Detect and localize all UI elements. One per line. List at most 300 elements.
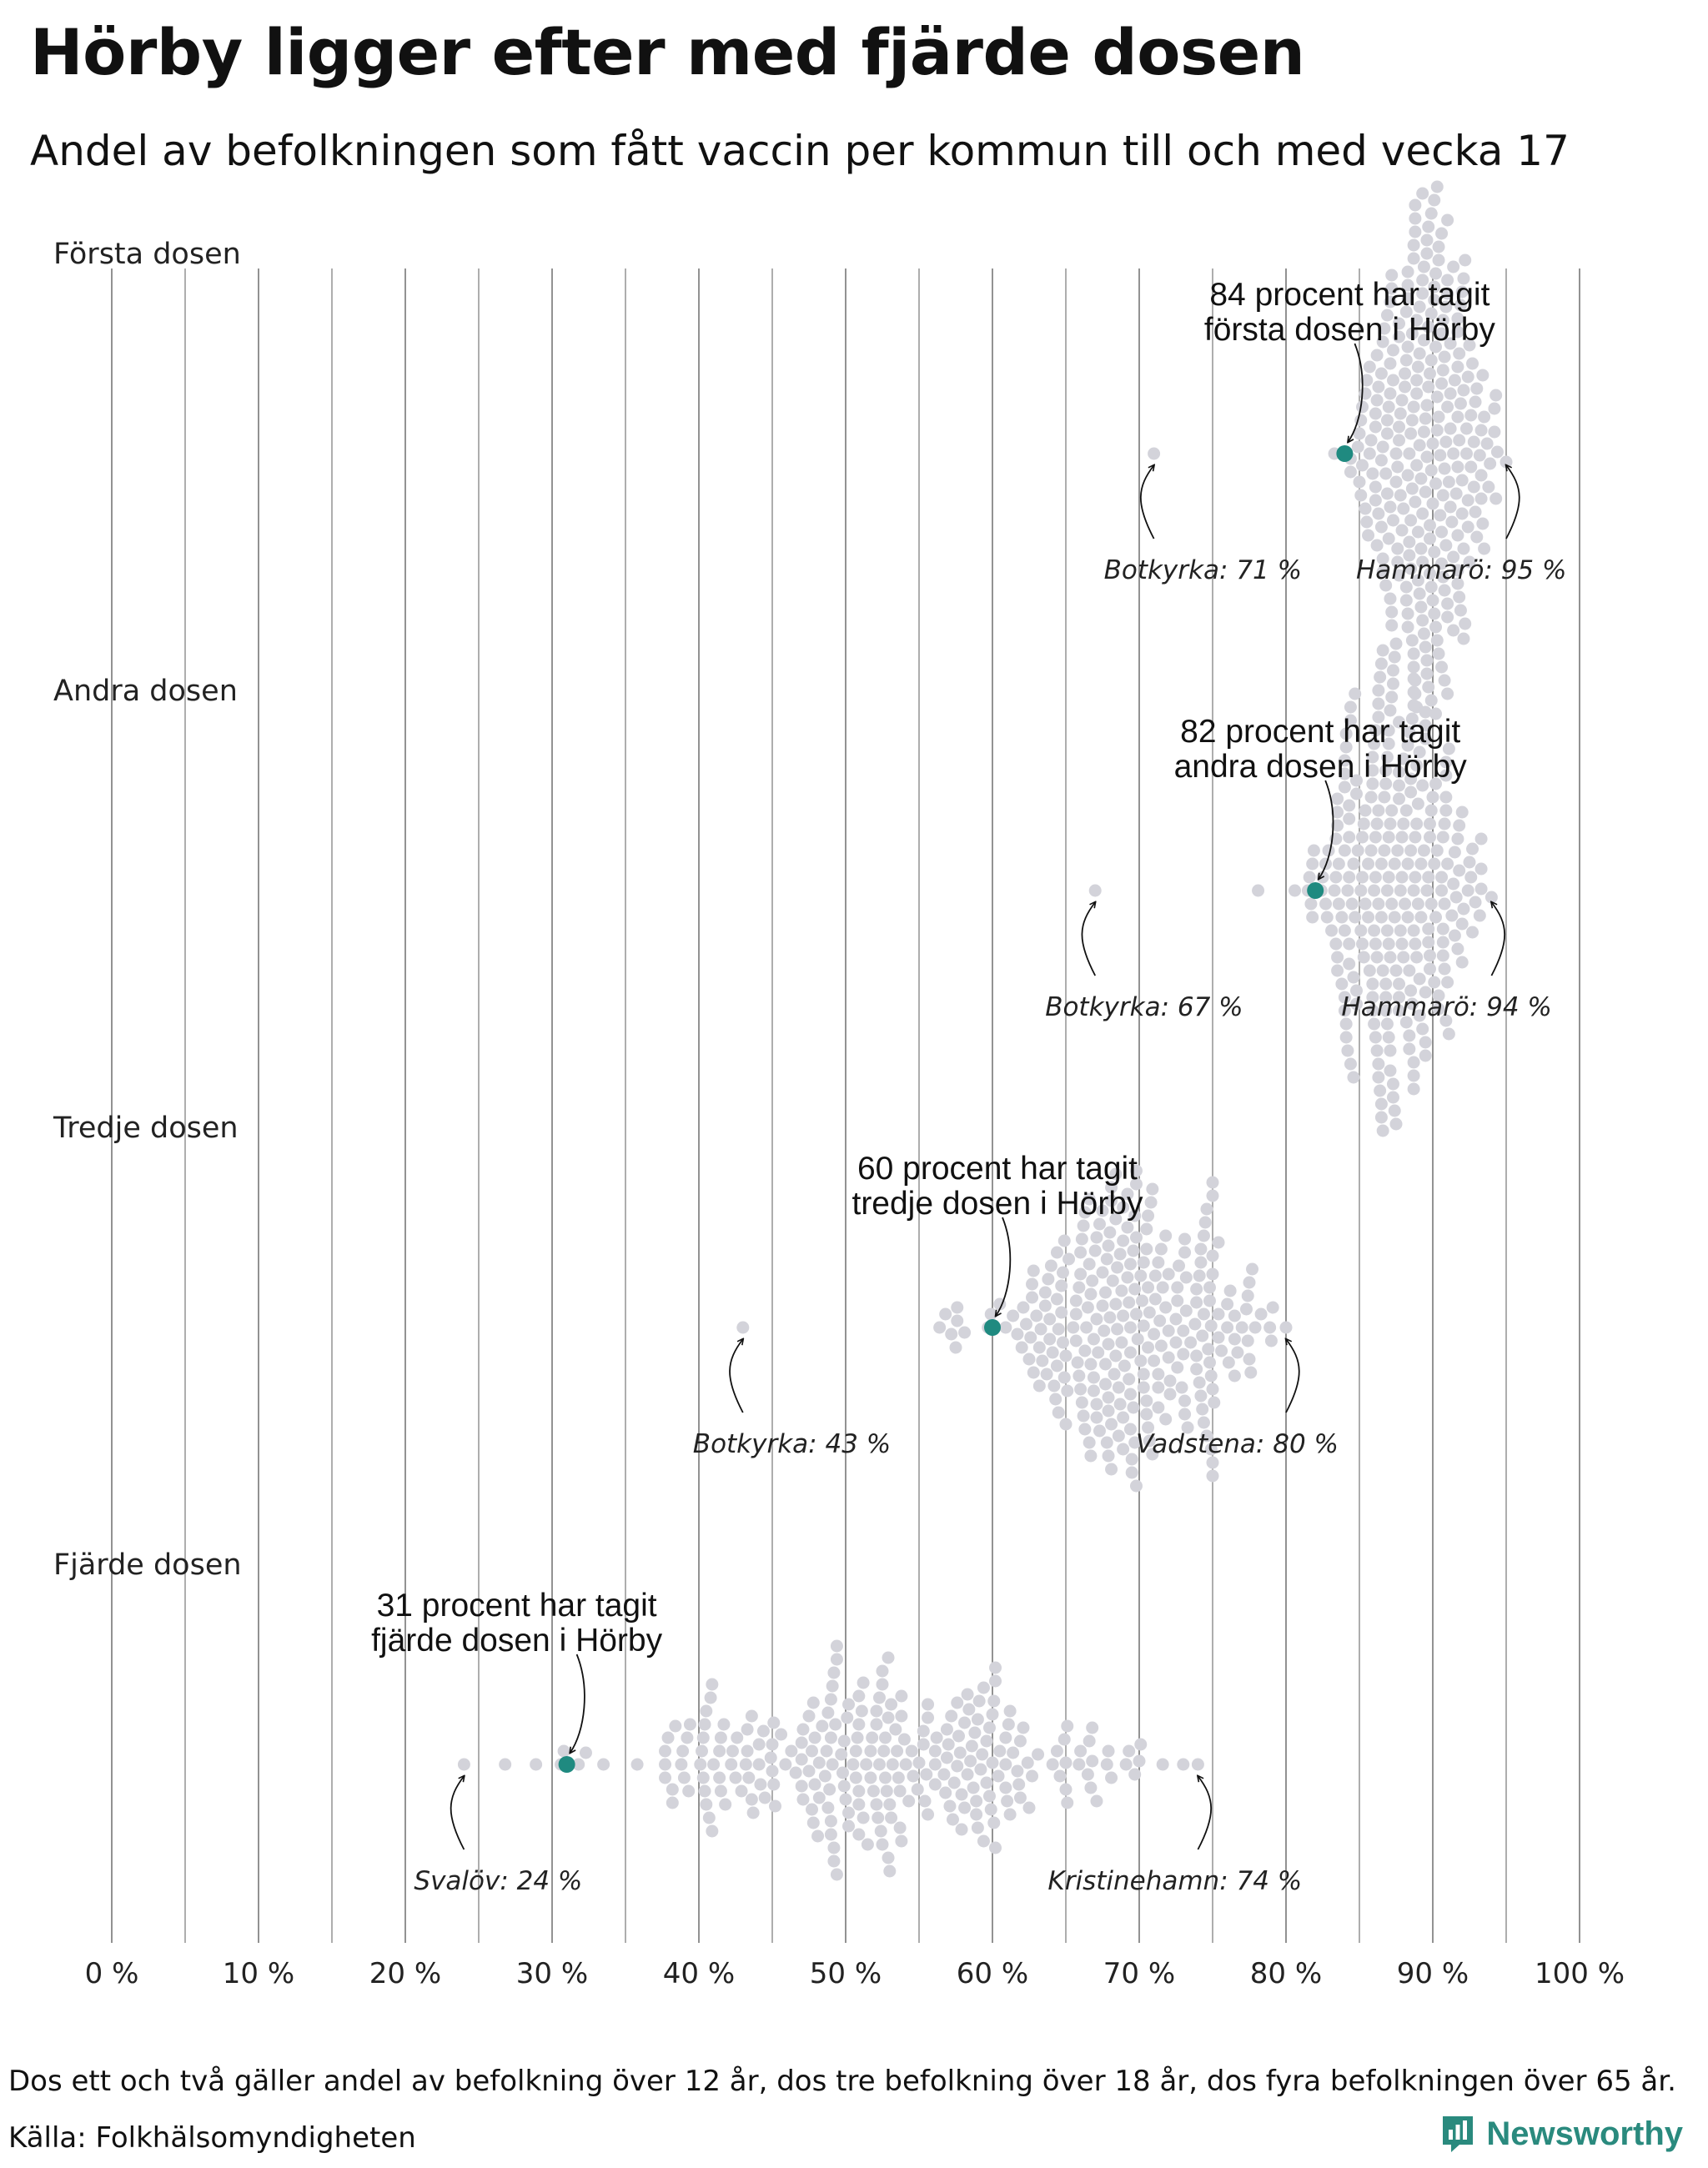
municipality-dot [1198, 1308, 1210, 1321]
municipality-dot [1418, 845, 1430, 857]
municipality-dot [1435, 661, 1448, 674]
min-label: Botkyrka: 71 % [1103, 555, 1303, 585]
municipality-dot [1368, 925, 1380, 937]
municipality-dot [1420, 234, 1433, 247]
municipality-dot [1053, 1770, 1066, 1783]
municipality-dot [1343, 958, 1355, 971]
municipality-dot [1414, 473, 1427, 485]
municipality-dot [757, 1725, 770, 1738]
municipality-dot [970, 1809, 982, 1821]
municipality-dot [962, 1769, 974, 1781]
municipality-dot [852, 1799, 865, 1811]
municipality-dot [1142, 1282, 1154, 1294]
municipality-dot [1170, 1337, 1183, 1349]
municipality-dot [1378, 845, 1390, 857]
municipality-dot [1072, 1357, 1084, 1369]
municipality-dot [1146, 1183, 1158, 1196]
municipality-dot [1397, 951, 1409, 964]
municipality-dot [1215, 1345, 1228, 1358]
municipality-dot [1073, 1282, 1085, 1294]
municipality-dot [1428, 608, 1440, 620]
municipality-dot [1424, 368, 1436, 380]
municipality-dot [1093, 1425, 1106, 1438]
municipality-dot [1001, 1795, 1013, 1808]
municipality-dot [1356, 871, 1369, 884]
municipality-dot [1196, 1403, 1208, 1416]
municipality-dot [922, 1809, 934, 1821]
municipality-dot [1016, 1342, 1028, 1354]
municipality-dot [1437, 923, 1449, 936]
municipality-dot [954, 1747, 967, 1759]
municipality-dot [1451, 529, 1464, 542]
municipality-dot [1055, 1280, 1068, 1292]
municipality-dot [1387, 1092, 1399, 1104]
municipality-dot [1404, 845, 1417, 857]
municipality-dot [1178, 1395, 1191, 1408]
annotation-line: fjärde dosen i Hörby [371, 1623, 663, 1659]
municipality-dot [1384, 501, 1396, 514]
municipality-dot [1418, 628, 1430, 640]
municipality-dot [1140, 1243, 1153, 1256]
municipality-dot [779, 1759, 791, 1771]
municipality-dot [1236, 1322, 1248, 1334]
municipality-dot [1163, 1268, 1175, 1281]
municipality-dot [1397, 503, 1409, 515]
municipality-dot [681, 1732, 693, 1744]
municipality-dot [1418, 261, 1430, 274]
municipality-dot [1138, 1368, 1150, 1381]
municipality-dot [597, 1759, 610, 1771]
municipality-dot [1399, 381, 1411, 394]
municipality-dot [1004, 1705, 1017, 1718]
municipality-dot [669, 1720, 681, 1733]
municipality-dot [1451, 461, 1464, 474]
municipality-dot [827, 1842, 840, 1854]
municipality-dot [838, 1735, 851, 1748]
municipality-dot [877, 1839, 889, 1851]
municipality-dot [941, 1752, 953, 1764]
municipality-dot [713, 1772, 726, 1784]
municipality-dot [675, 1759, 687, 1771]
municipality-dot [1321, 911, 1334, 924]
municipality-dot [1414, 543, 1427, 555]
municipality-dot [1424, 533, 1436, 545]
municipality-dot [1089, 1245, 1102, 1257]
min-arrow [730, 1339, 743, 1413]
municipality-dot [1088, 1333, 1100, 1346]
municipality-dot [1178, 1408, 1191, 1421]
municipality-dot [1058, 1734, 1071, 1746]
municipality-dot [1252, 885, 1264, 897]
municipality-dot [1396, 831, 1409, 844]
municipality-dot [1414, 439, 1426, 452]
municipality-dot [1451, 943, 1464, 956]
municipality-dot [1356, 938, 1369, 951]
municipality-dot [1369, 871, 1382, 884]
municipality-dot [877, 1679, 889, 1691]
municipality-dot [1017, 1302, 1029, 1314]
municipality-dot [1193, 1377, 1206, 1389]
municipality-dot [999, 1759, 1012, 1771]
municipality-dot [883, 1865, 896, 1878]
municipality-dot [1422, 871, 1434, 884]
municipality-dot [1403, 965, 1415, 977]
municipality-dot [530, 1759, 542, 1771]
municipality-dot [860, 1759, 872, 1771]
municipality-dot [1333, 858, 1345, 871]
municipality-dot [1352, 845, 1364, 857]
municipality-dot [879, 1772, 892, 1784]
municipality-dot [1383, 938, 1395, 951]
municipality-dot [1051, 1293, 1063, 1306]
municipality-dot [1012, 1779, 1025, 1791]
municipality-dot [1099, 1358, 1112, 1371]
municipality-dot [1339, 845, 1351, 857]
municipality-dot [767, 1717, 780, 1729]
highlight-dot [559, 1756, 575, 1773]
municipality-dot [725, 1759, 737, 1771]
municipality-dot [1372, 381, 1384, 394]
municipality-dot [1371, 539, 1384, 552]
municipality-dot [1148, 1355, 1160, 1368]
municipality-dot [1359, 503, 1372, 515]
municipality-dot [1377, 645, 1389, 657]
municipality-dot [987, 1695, 1000, 1708]
municipality-dot [1419, 1036, 1432, 1049]
x-tick-label: 20 % [369, 1957, 442, 1990]
municipality-dot [1224, 1285, 1237, 1297]
x-tick-label: 10 % [222, 1957, 295, 1990]
municipality-dot [1097, 1267, 1109, 1279]
panel-title: Tredje dosen [53, 1112, 239, 1145]
min-label: Botkyrka: 43 % [692, 1429, 892, 1459]
municipality-dot [1391, 845, 1404, 857]
municipality-dot [715, 1732, 727, 1744]
municipality-dot [700, 1799, 712, 1811]
municipality-dot [1076, 1233, 1088, 1246]
municipality-dot [1427, 438, 1439, 450]
municipality-dot [1439, 463, 1451, 475]
municipality-dot [1427, 498, 1439, 510]
municipality-dot [765, 1752, 777, 1764]
municipality-dot [1152, 1382, 1164, 1394]
municipality-dot [717, 1719, 730, 1731]
municipality-dot [1228, 1333, 1241, 1346]
municipality-dot [1115, 1337, 1128, 1349]
municipality-dot [1134, 1355, 1147, 1368]
highlight-dot [984, 1319, 1001, 1336]
municipality-dot [580, 1747, 592, 1759]
municipality-dot [951, 1697, 963, 1709]
municipality-dot [1347, 971, 1359, 984]
municipality-dot [1362, 529, 1374, 542]
municipality-dot [947, 1814, 959, 1826]
municipality-dot [775, 1729, 787, 1741]
municipality-dot [1120, 1759, 1133, 1771]
municipality-dot [1383, 401, 1395, 414]
municipality-dot [907, 1770, 919, 1783]
municipality-dot [1103, 1338, 1115, 1351]
municipality-dot [1194, 1257, 1207, 1269]
municipality-dot [1356, 401, 1369, 414]
municipality-dot [1086, 1722, 1098, 1734]
annotation-line: andra dosen i Hörby [1173, 749, 1467, 785]
municipality-dot [821, 1802, 834, 1814]
municipality-dot [1057, 1267, 1069, 1279]
municipality-dot [973, 1695, 986, 1708]
municipality-dot [1439, 818, 1451, 831]
municipality-dot [906, 1745, 918, 1758]
municipality-dot [894, 1822, 907, 1834]
municipality-dot [1114, 1248, 1127, 1261]
municipality-dot [819, 1770, 831, 1783]
municipality-dot [1439, 805, 1452, 817]
municipality-dot [879, 1732, 892, 1744]
municipality-dot [895, 1835, 907, 1848]
municipality-dot [1341, 1045, 1354, 1057]
panel-1 [53, 181, 1566, 720]
municipality-dot [676, 1745, 689, 1758]
annotation-line: 31 procent har tagit [376, 1588, 657, 1623]
municipality-dot [1453, 591, 1465, 604]
municipality-dot [1359, 388, 1372, 400]
municipality-dot [1319, 858, 1332, 871]
municipality-dot [1450, 488, 1463, 500]
municipality-dot [902, 1795, 915, 1808]
municipality-dot [951, 1760, 963, 1773]
municipality-dot [741, 1745, 754, 1758]
municipality-dot [852, 1785, 865, 1798]
municipality-dot [941, 1724, 953, 1736]
municipality-dot [1433, 241, 1445, 253]
municipality-dot [1039, 1287, 1052, 1299]
municipality-dot [1177, 1348, 1189, 1361]
municipality-dot [699, 1785, 711, 1798]
municipality-dot [1419, 1050, 1432, 1062]
municipality-dot [1103, 1227, 1116, 1239]
municipality-dot [1090, 1795, 1103, 1808]
municipality-dot [1372, 508, 1384, 520]
municipality-dot [1171, 1362, 1183, 1374]
municipality-dot [1344, 1058, 1357, 1071]
municipality-dot [700, 1705, 712, 1718]
municipality-dot [823, 1784, 836, 1796]
municipality-dot [892, 1772, 905, 1784]
municipality-dot [1372, 698, 1384, 710]
municipality-dot [1389, 651, 1401, 664]
annotation-line: 84 procent har tagit [1209, 277, 1490, 313]
municipality-dot [1391, 543, 1404, 555]
municipality-dot [807, 1697, 820, 1709]
municipality-dot [1014, 1735, 1027, 1748]
municipality-dot [1406, 483, 1419, 495]
municipality-dot [985, 1804, 997, 1816]
municipality-dot [1439, 898, 1451, 911]
municipality-dot [1431, 635, 1444, 647]
municipality-dot [1414, 601, 1427, 614]
municipality-dot [1381, 885, 1394, 897]
municipality-dot [958, 1802, 971, 1814]
municipality-dot [1078, 1345, 1091, 1358]
municipality-dot [1385, 691, 1398, 704]
municipality-dot [983, 1790, 996, 1803]
municipality-dot [1203, 1282, 1216, 1294]
municipality-dot [1408, 885, 1420, 897]
municipality-dot [1128, 1769, 1141, 1781]
municipality-dot [1474, 910, 1486, 922]
municipality-dot [1221, 1322, 1233, 1334]
municipality-dot [1155, 1340, 1168, 1352]
municipality-dot [1114, 1398, 1127, 1411]
municipality-dot [956, 1789, 968, 1801]
municipality-dot [864, 1772, 877, 1784]
x-tick-label: 70 % [1103, 1957, 1176, 1990]
municipality-dot [1082, 1769, 1094, 1781]
municipality-dot [1443, 1028, 1455, 1041]
panel-title: Andra dosen [53, 675, 238, 708]
municipality-dot [1408, 1056, 1420, 1069]
municipality-dot [913, 1757, 926, 1769]
municipality-dot [1427, 791, 1439, 804]
municipality-dot [1394, 925, 1407, 937]
municipality-dot [1153, 1315, 1166, 1327]
municipality-dot [1103, 1405, 1115, 1418]
municipality-dot [1385, 805, 1398, 817]
municipality-dot [1118, 1360, 1131, 1373]
min-arrow [451, 1776, 465, 1849]
municipality-dot [1488, 426, 1500, 439]
municipality-dot [985, 1308, 997, 1321]
municipality-dot [1060, 1418, 1073, 1431]
municipality-dot [980, 1735, 992, 1748]
municipality-dot [966, 1740, 978, 1753]
municipality-dot [1105, 1418, 1118, 1431]
municipality-dot [1384, 1045, 1396, 1057]
municipality-dot [1231, 1347, 1243, 1359]
municipality-dot [917, 1725, 930, 1738]
municipality-dot [1425, 805, 1438, 817]
gridlines [112, 268, 1580, 1943]
municipality-dot [1343, 831, 1355, 844]
municipality-dot [1051, 1360, 1063, 1373]
highlight-dot [1307, 882, 1324, 899]
municipality-dot [1414, 911, 1427, 924]
municipality-dot [1420, 668, 1433, 680]
municipality-dot [1488, 403, 1500, 415]
municipality-dot [1475, 469, 1488, 482]
municipality-dot [1083, 1735, 1096, 1748]
municipality-dot [1482, 481, 1494, 494]
municipality-dot [1011, 1765, 1023, 1778]
municipality-dot [1047, 1380, 1060, 1393]
municipality-dot [706, 1825, 718, 1838]
municipality-dot [1130, 1232, 1143, 1244]
municipality-dot [967, 1782, 980, 1794]
municipality-dot [1194, 1243, 1207, 1256]
municipality-dot [1007, 1747, 1019, 1759]
x-tick-label: 90 % [1396, 1957, 1469, 1990]
municipality-dot [1196, 1330, 1208, 1342]
municipality-dot [1099, 1287, 1112, 1299]
municipality-dot [999, 1732, 1012, 1744]
municipality-dot [707, 1759, 720, 1771]
municipality-dot [1184, 1337, 1197, 1349]
municipality-dot [1437, 936, 1449, 949]
municipality-dot [666, 1784, 679, 1796]
municipality-dot [873, 1759, 886, 1771]
municipality-dot [1115, 1285, 1128, 1297]
municipality-dot [1404, 786, 1417, 799]
municipality-dot [1485, 891, 1498, 904]
municipality-dot [1365, 845, 1378, 857]
municipality-dot [1084, 1358, 1097, 1371]
municipality-dot [1159, 1413, 1172, 1426]
municipality-dot [1402, 608, 1414, 620]
municipality-dot [1123, 1745, 1135, 1758]
municipality-dot [826, 1680, 839, 1693]
municipality-dot [1456, 806, 1469, 819]
municipality-dot [1403, 1030, 1415, 1042]
x-tick-label: 40 % [662, 1957, 736, 1990]
municipality-dot [1381, 925, 1394, 937]
municipality-dot [851, 1732, 864, 1744]
municipality-dot [1243, 1277, 1256, 1289]
municipality-dot [697, 1772, 710, 1784]
municipality-dot [989, 1662, 1002, 1674]
municipality-dot [1126, 1467, 1138, 1479]
municipality-dot [1098, 1325, 1110, 1337]
municipality-dot [1207, 1470, 1219, 1483]
municipality-dot [1409, 871, 1421, 884]
municipality-dot [1354, 925, 1367, 937]
municipality-dot [1424, 963, 1436, 976]
municipality-dot [1170, 1313, 1183, 1326]
municipality-dot [870, 1719, 882, 1731]
municipality-dot [1171, 1295, 1183, 1307]
municipality-dot [1090, 1313, 1103, 1326]
municipality-dot [1441, 976, 1454, 989]
municipality-dot [1369, 938, 1382, 951]
municipality-dot [1408, 1070, 1420, 1082]
municipality-dot [1207, 1177, 1219, 1189]
municipality-dot [922, 1712, 934, 1724]
max-label: Hammarö: 94 % [1341, 992, 1552, 1022]
municipality-dot [1384, 358, 1396, 370]
municipality-dot [746, 1710, 758, 1723]
municipality-dot [1039, 1300, 1052, 1312]
municipality-dot [1188, 1318, 1201, 1331]
municipality-dot [1360, 516, 1373, 529]
municipality-dot [1441, 858, 1454, 871]
municipality-dot [1453, 348, 1465, 360]
municipality-dot [1429, 911, 1442, 924]
municipality-dot [972, 1822, 984, 1834]
municipality-dot [1447, 878, 1459, 891]
municipality-dot [1462, 521, 1474, 534]
municipality-dot [931, 1732, 943, 1744]
municipality-dot [1375, 1112, 1388, 1124]
municipality-dot [1425, 464, 1438, 477]
municipality-dot [1387, 665, 1399, 677]
municipality-dot [920, 1769, 932, 1781]
municipality-dot [1410, 374, 1423, 387]
highlight-annotation [371, 1588, 663, 1659]
municipality-dot [1080, 1322, 1093, 1334]
municipality-dot [987, 1757, 999, 1769]
municipality-dot [1444, 388, 1457, 400]
municipality-dot [1372, 1071, 1384, 1084]
municipality-dot [1117, 1235, 1129, 1247]
